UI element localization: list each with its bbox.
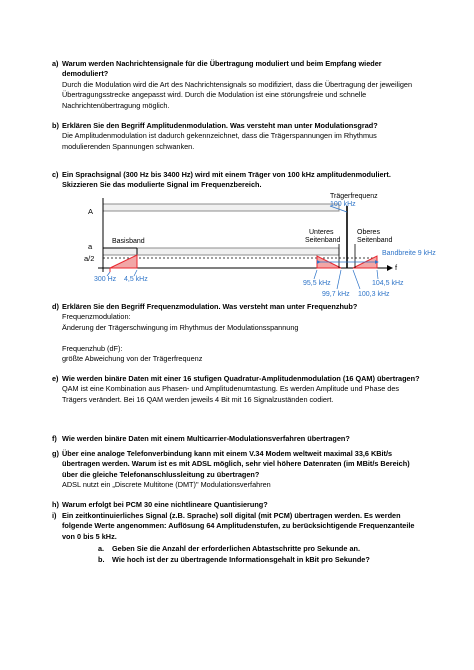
axis-label-f: f <box>395 263 398 272</box>
traeger-label-2: 100 kHz <box>330 201 356 208</box>
pointer-955 <box>314 270 317 279</box>
traeger-label-1: Trägerfrequenz <box>330 193 378 200</box>
pointer-1045 <box>377 270 378 279</box>
answer-e-text: QAM ist eine Kombination aus Phasen- und Amplitudenumtastung. Es werden Amplitude und Phase des Trägers verändert. Bei 16 QAM werden jeweils 4 Bit mit 16 Signalzuständen codiert. <box>62 384 400 404</box>
basisband-triangle <box>110 255 137 268</box>
question-g <box>52 449 422 491</box>
question-f-text: Wie werden binäre Daten mit einem Multicarrier-Modulationsverfahren übertragen? <box>62 434 350 443</box>
question-e <box>52 374 422 405</box>
freq-45khz: 4,5 kHz <box>124 276 148 283</box>
question-i-label: i) <box>52 511 57 520</box>
question-i-sub-b <box>98 555 422 565</box>
answer-d-line3: Frequenzhub (dF): <box>62 343 123 353</box>
question-a-label: a) <box>52 59 59 68</box>
answer-d-line1: Frequenzmodulation: <box>62 312 131 322</box>
question-i-sub-b-text: Wie hoch ist der zu übertragende Informationsgehalt in kBit pro Sekunde? <box>112 555 370 564</box>
question-i-text: Ein zeitkontinuierliches Signal (z.B. Sprache) soll digital (mit PCM) übertragen werden. Es werden folgende Werte angenommen: Auflösung 64 Amplitudenstufen, zu berücksichtigende Frequenzanteile von 0 bis 5 kHz. <box>62 511 415 541</box>
axis-label-A: A <box>88 207 94 216</box>
pointer-997 <box>337 270 341 289</box>
sideband-level-box <box>103 248 339 255</box>
question-h <box>52 500 422 510</box>
answer-d-line4: größte Abweichung von der Trägerfrequenz <box>62 354 203 364</box>
question-f-label: f) <box>52 434 57 443</box>
question-e-label: e) <box>52 374 59 383</box>
carrier-level-box <box>103 204 339 211</box>
freq-1003khz: 100,3 kHz <box>358 291 390 298</box>
freq-997khz: 99,7 kHz <box>322 291 350 298</box>
unteres-seitenband-2: Seitenband <box>305 237 341 244</box>
question-d <box>52 302 422 364</box>
question-c-text: Ein Sprachsignal (300 Hz bis 3400 Hz) wird mit einem Träger von 100 kHz amplitudenmoduliert. Skizzieren Sie das modulierte Signal im Frequenzbereich. <box>62 170 391 190</box>
question-e-text: Wie werden binäre Daten mit einer 16 stufigen Quadratur-Amplitudenmodulation (16 QAM) übertragen? <box>62 374 420 383</box>
freq-300hz: 300 Hz <box>94 276 117 283</box>
freq-955khz: 95,5 kHz <box>303 280 331 287</box>
question-b-text: Erklären Sie den Begriff Amplitudenmodulation. Was versteht man unter Modulationsgrad? <box>62 121 378 130</box>
question-c-label: c) <box>52 170 59 179</box>
freq-1045khz: 104,5 kHz <box>372 280 404 287</box>
bandbreite-label: Bandbreite 9 kHz <box>382 250 436 257</box>
answer-g-text: ADSL nutzt ein „Discrete Multitone (DMT)" Modulationsverfahren <box>62 480 271 490</box>
axis-label-a: a <box>88 242 93 251</box>
question-i-sub-a <box>98 544 422 554</box>
question-b-label: b) <box>52 121 59 130</box>
question-i-sub-a-text: Geben Sie die Anzahl der erforderlichen Abtastschritte pro Sekunde an. <box>112 544 361 553</box>
question-a-text: Warum werden Nachrichtensignale für die Übertragung moduliert und beim Empfang wieder demoduliert? <box>62 59 382 79</box>
basisband-label: Basisband <box>112 238 145 245</box>
spacer <box>62 333 422 343</box>
oberes-seitenband-2: Seitenband <box>357 237 393 244</box>
question-h-text: Warum erfolgt bei PCM 30 eine nichtlineare Quantisierung? <box>62 500 268 509</box>
question-i-sub-b-label: b. <box>98 555 105 564</box>
question-g-label: g) <box>52 449 59 458</box>
answer-a-text: Durch die Modulation wird die Art des Nachrichtensignals so modifiziert, dass die Übertragung der jeweiligen Übertragungsstrecke angepasst wird. Durch die Modulation ist eine störungsfreie und schnelle Nachrichtenübertragung möglich. <box>62 79 413 110</box>
answer-b-text: Die Amplitudenmodulation ist dadurch gekennzeichnet, dass die Trägerspannungen im Rhythmus modulierenden Spannungen schwanken. <box>62 131 377 151</box>
pointer-1003 <box>353 270 360 289</box>
question-d-text: Erklären Sie den Begriff Frequenzmodulation. Was versteht man unter Frequenzhub? <box>62 302 358 311</box>
question-g-text: Über eine analoge Telefonverbindung kann mit einem V.34 Modem weltweit maximal 33,6 KBit/s übertragen werden. Warum ist es mit ADSL möglich, sehr viel höhere Datenraten (im MBit/s Bereich) über die gleiche Telefonanschlussleitung zu übertragen? <box>62 449 410 479</box>
question-i-sub-a-label: a. <box>98 544 105 553</box>
question-d-label: d) <box>52 302 59 311</box>
answer-d-line2: Änderung der Trägerschwingung im Rhythmus der Modulationsspannung <box>62 322 299 332</box>
axis-label-a2: a/2 <box>84 254 95 263</box>
question-h-label: h) <box>52 500 59 509</box>
unteres-seitenband-1: Unteres <box>309 229 334 236</box>
oberes-seitenband-1: Oberes <box>357 229 380 236</box>
question-f <box>52 434 422 444</box>
question-i <box>52 511 422 542</box>
